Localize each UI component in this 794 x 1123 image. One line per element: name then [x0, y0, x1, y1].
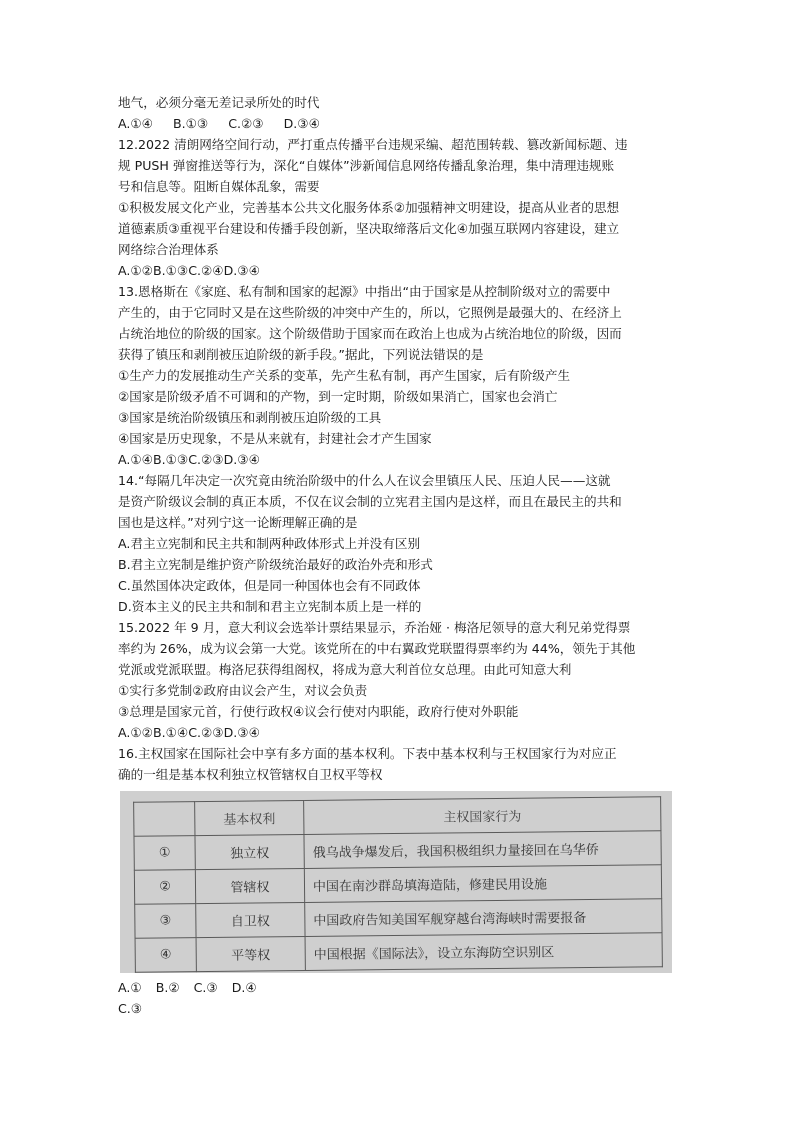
text-line: 14.“每隔几年决定一次究竟由统治阶级中的什么人在议会里镇压人民、压迫人民——这就 — [118, 473, 611, 488]
question-16 — [118, 743, 678, 1019]
text-line: 15.2022 年 9 月，意大利议会选举计票结果显示，乔治娅 · 梅洛尼领导的意大利兄弟党得票 — [118, 620, 631, 635]
state-action: 俄乌战争爆发后，我国积极组织力量接回在乌华侨 — [304, 831, 661, 869]
answer-options: A.①④B.①③C.②③D.③④ — [118, 452, 260, 467]
state-action: 中国根据《国际法》，设立东海防空识别区 — [305, 933, 662, 971]
row-number: ③ — [135, 904, 196, 939]
table-row — [135, 933, 662, 973]
question-14 — [118, 470, 678, 617]
option-d: D.资本主义的民主共和制和君主立宪制本质上是一样的 — [118, 599, 422, 614]
q11-options — [118, 113, 678, 134]
header-cell — [134, 802, 195, 837]
header-cell: 基本权利 — [195, 800, 304, 835]
text-line: ①积极发展文化产业，完善基本公共文化服务体系②加强精神文明建设，提高从业者的思想 — [118, 200, 620, 215]
text-line: ③国家是统治阶级镇压和剥削被压迫阶级的工具 — [118, 410, 382, 425]
option-b: B.①③ — [172, 116, 209, 131]
text-line: 率约为 26%，成为议会第一大党。该党所在的中右翼政党联盟得票率约为 44%，领先于其他 — [118, 641, 636, 656]
text-line: ①生产力的发展推动生产关系的变革，先产生私有制，再产生国家，后有阶级产生 — [118, 368, 571, 383]
text-line: ①实行多党制②政府由议会产生，对议会负责 — [118, 683, 368, 698]
text-line: 16.主权国家在国际社会中享有多方面的基本权利。下表中基本权利与王权国家行为对应正 — [118, 746, 617, 761]
table-header-row — [134, 797, 661, 837]
text-line: 13.恩格斯在《家庭、私有制和国家的起源》中指出“由于国家是从控制阶级对立的需要中 — [118, 284, 611, 299]
text-line: ②国家是阶级矛盾不可调和的产物，到一定时期，阶级如果消亡，国家也会消亡 — [118, 389, 558, 404]
row-number: ④ — [135, 938, 196, 973]
table-row — [135, 899, 662, 939]
answer-options: A.①②B.①④C.②③D.③④ — [118, 725, 260, 740]
question-12 — [118, 134, 678, 281]
option-c: C.虽然国体决定政体，但是同一种国体也会有不同政体 — [118, 578, 421, 593]
header-cell: 主权国家行为 — [304, 797, 661, 835]
question-15 — [118, 617, 678, 743]
text-line: ③总理是国家元首，行使行政权④议会行使对内职能，政府行使对外职能 — [118, 704, 519, 719]
option-b: B.② — [155, 980, 180, 995]
text-line: 国也是这样。”对列宁这一论断理解正确的是 — [118, 515, 358, 530]
q16-options — [118, 977, 678, 998]
option-a: A.君主立宪制和民主共和制两种政体形式上并没有区别 — [118, 536, 421, 551]
row-number: ② — [134, 870, 195, 905]
table-row — [134, 831, 661, 871]
text-line: 号和信息等。阻断自媒体乱象，需要 — [118, 179, 320, 194]
text-line: 是资产阶级议会制的真正本质，不仅在议会制的立宪君主国内是这样，而且在最民主的共和 — [118, 494, 622, 509]
text-line: 网络综合治理体系 — [118, 242, 219, 257]
text-line: ④国家是历史现象，不是从来就有，封建社会才产生国家 — [118, 431, 432, 446]
answer-line: C.③ — [118, 1001, 143, 1016]
option-d: D.③④ — [283, 116, 320, 131]
option-c: C.③ — [193, 980, 218, 995]
text-line: 规 PUSH 弹窗推送等行为，深化“自媒体”涉新闻信息网络传播乱象治理，集中清理违规账 — [118, 158, 615, 173]
state-action: 中国在南沙群岛填海造陆，修建民用设施 — [304, 865, 661, 903]
text-line: 党派或党派联盟。梅洛尼获得组阁权，将成为意大利首位女总理。由此可知意大利 — [118, 662, 572, 677]
document-page — [118, 92, 678, 1019]
option-d: D.④ — [231, 980, 257, 995]
right-name: 独立权 — [195, 834, 304, 869]
question-13 — [118, 281, 678, 470]
right-name: 平等权 — [196, 936, 305, 971]
row-number: ① — [134, 836, 195, 871]
text-line: 道德素质③重视平台建设和传播手段创新，坚决取缔落后文化④加强互联网内容建设，建立 — [118, 221, 620, 236]
text-line: 占统治地位的阶级的国家。这个阶级借助于国家而在政治上也成为占统治地位的阶级，因而 — [118, 326, 622, 341]
right-name: 自卫权 — [196, 902, 305, 937]
text-line: 产生的，由于它同时又是在这些阶级的冲突中产生的，所以，它照例是最强大的、在经济上 — [118, 305, 622, 320]
text-line: 获得了镇压和剥削被压迫阶级的新手段。”据此，下列说法错误的是 — [118, 347, 484, 362]
state-action: 中国政府告知美国军舰穿越台湾海峡时需要报备 — [305, 899, 662, 937]
rights-table — [133, 796, 663, 973]
option-b: B.君主立宪制是维护资产阶级统治最好的政治外壳和形式 — [118, 557, 433, 572]
text-line: 地气，必须分毫无差记录所处的时代 — [118, 95, 320, 110]
table-row — [134, 865, 661, 905]
option-a: A.① — [118, 980, 142, 995]
text-line: 12.2022 清朗网络空间行动，严打重点传播平台违规采编、超范围转载、篡改新闻标题、违 — [118, 137, 628, 152]
option-c: C.②③ — [228, 116, 264, 131]
right-name: 管辖权 — [195, 868, 304, 903]
text-line: 确的一组是基本权利独立权管辖权自卫权平等权 — [118, 767, 383, 782]
answer-options: A.①②B.①③C.②④D.③④ — [118, 263, 260, 278]
option-a: A.①④ — [118, 116, 153, 131]
table-photo — [120, 791, 672, 973]
